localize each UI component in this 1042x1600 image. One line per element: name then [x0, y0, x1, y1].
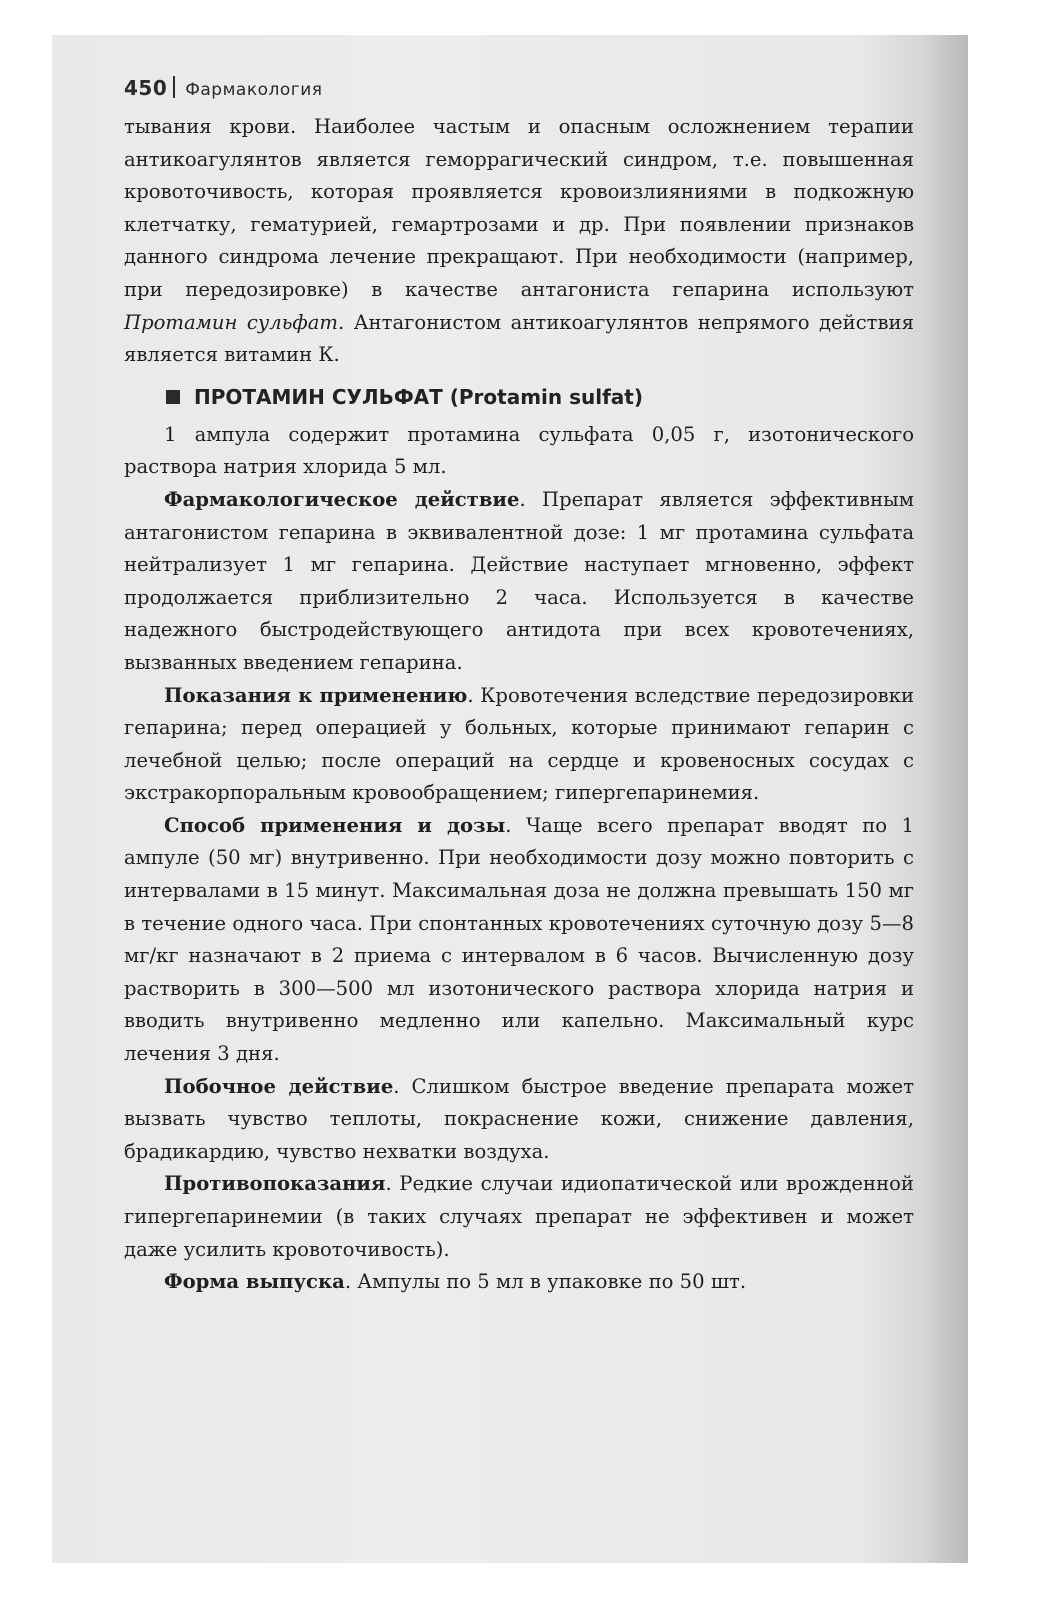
section-text: . Препарат является эффективным антагонистом гепарина в эквивалентной дозе: 1 мг протамина сульфата нейтрализует 1 мг гепарина. Действие наступает мгновенно, эффект продолжается приблизительно 2 часа. Используется в качестве надежного быстродействующего антидота при всех кровотечениях, вызванных введением гепарина. — [124, 487, 914, 674]
intro-text: тывания крови. Наиболее частым и опасным осложнением терапии антикоагулянтов является геморрагический синдром, т.е. повышенная кровоточивость, которая проявляется кровоизлияниями в подкожную клетчатку, гематурией, гемартрозами и др. При появлении признаков данного синдрома лечение прекращают. При необходимости (например, при передозировке) в качестве антагониста гепарина используют — [124, 115, 914, 301]
composition-paragraph: 1 ампула содержит протамина сульфата 0,05 г, изотонического раствора натрия хлорида 5 мл. — [124, 422, 914, 479]
section-label: Показания к применению — [164, 683, 468, 707]
contraindications-paragraph — [124, 1168, 914, 1266]
running-header — [124, 73, 322, 100]
pharmacological-action-paragraph — [124, 484, 914, 680]
section-text: . Слишком быстрое введение препарата может вызвать чувство теплоты, покраснение кожи, снижение давления, брадикардию, чувство нехватки воздуха. — [124, 1074, 914, 1163]
section-text: . Ампулы по 5 мл в упаковке по 50 шт. — [344, 1270, 747, 1294]
page-body — [124, 111, 914, 1299]
scanned-page — [52, 35, 968, 1563]
intro-paragraph — [124, 111, 914, 372]
side-effects-paragraph — [124, 1071, 914, 1169]
section-text: . Чаще всего препарат вводят по 1 ампуле (50 мг) внутривенно. При необходимости дозу можно повторить с интервалами в 15 минут. Максимальная доза не должна превышать 150 мг в течение одного часа. При спонтанных кровотечениях суточную дозу 5—8 мг/кг назначают в 2 приема с интервалом в 6 часов. Вычисленную дозу растворить в 300—500 мл изотонического раствора хлорида натрия и вводить внутривенно медленно или капельно. Максимальный курс лечения 3 дня. — [124, 813, 914, 1066]
section-label: Побочное действие — [164, 1074, 394, 1098]
release-form-paragraph — [124, 1266, 914, 1299]
section-label: Противопоказания — [164, 1172, 386, 1196]
indications-paragraph — [124, 680, 914, 810]
page-number: 450 — [124, 76, 168, 100]
section-label: Способ применения и дозы — [164, 813, 506, 837]
section-label: Форма выпуска — [164, 1270, 345, 1294]
square-bullet-icon — [166, 390, 180, 404]
section-label: Фармакологическое действие — [164, 487, 520, 511]
intro-text-end: . Антагонистом антикоагулянтов непрямого действия является витамин К. — [124, 310, 914, 367]
running-title: Фармакология — [185, 80, 323, 100]
header-divider — [173, 76, 175, 98]
drug-heading-text: ПРОТАМИН СУЛЬФАТ (Protamin sulfat) — [194, 384, 643, 409]
drug-heading — [166, 383, 914, 411]
section-text: . Кровотечения вследствие передозировки гепарина; перед операцией у больных, которые принимают гепарин с лечебной целью; после операций на сердце и кровеносных сосудах с экстракорпоральным кровообращением; гипергепаринемия. — [124, 683, 915, 805]
drug-name-italic: Протамин сульфат — [124, 310, 339, 334]
dosage-paragraph — [124, 810, 914, 1071]
section-text: . Редкие случаи идиопатической или врожденной гипергепаринемии (в таких случаях препарат не эффективен и может даже усилить кровоточивость). — [124, 1172, 914, 1261]
